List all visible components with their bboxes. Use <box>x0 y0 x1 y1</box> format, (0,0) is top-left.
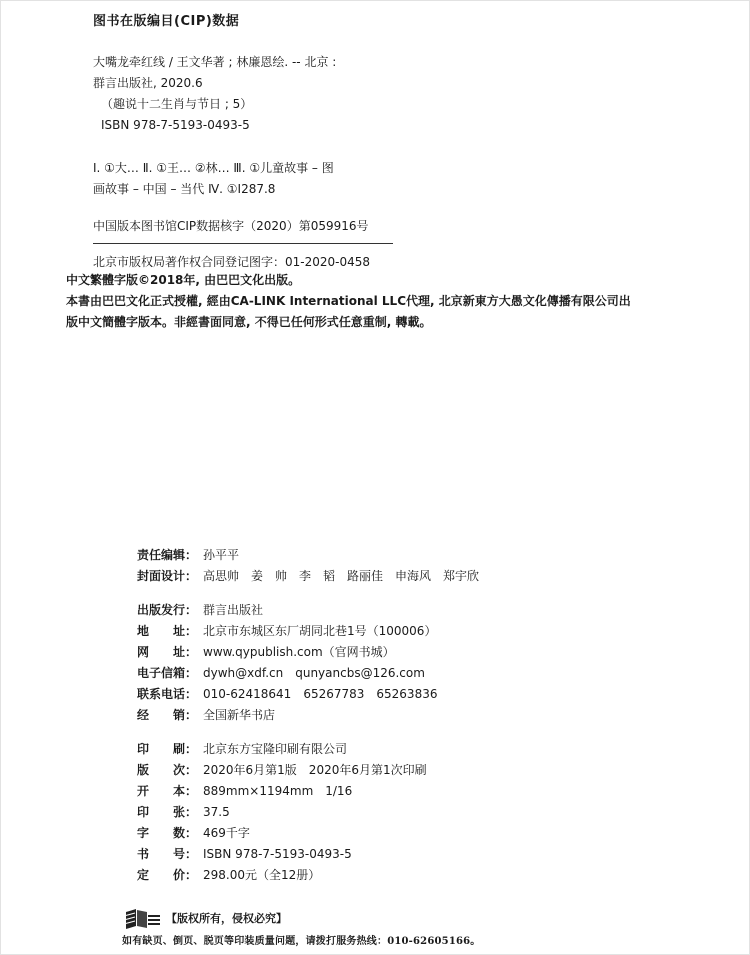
credit-value: www.qypublish.com（官网书城） <box>203 645 395 659</box>
credit-label: 封面设计： <box>137 569 198 583</box>
credit-value: 010-62418641 65267783 65263836 <box>203 687 438 701</box>
credit-row-phone <box>137 684 617 705</box>
credit-row-isbn <box>137 844 617 865</box>
credit-value: 469千字 <box>203 826 250 840</box>
credit-label: 网 址： <box>137 645 198 659</box>
credit-label: 电子信箱： <box>137 666 198 680</box>
license-line: 版中文簡體字版本。非經書面同意, 不得已任何形式任意重制, 轉載。 <box>66 315 432 329</box>
cip-class-line: 画故事 – 中国 – 当代 Ⅳ. ①I287.8 <box>93 182 276 196</box>
credit-row-email <box>137 663 617 684</box>
credit-label: 印 刷： <box>137 742 198 756</box>
cip-divider <box>93 243 393 244</box>
credit-row-cover-design <box>137 566 617 587</box>
credit-label: 责任编辑： <box>137 548 198 562</box>
license-notice <box>66 270 696 333</box>
rights-reserved-label: 【版权所有，侵权必究】 <box>166 912 287 925</box>
credit-label: 地 址： <box>137 624 198 638</box>
license-line: 中文繁體字版©2018年, 由巴巴文化出版。 <box>66 273 301 287</box>
cip-record-line: 群言出版社, 2020.6 <box>93 76 203 90</box>
credit-row-website <box>137 642 617 663</box>
credit-value: 北京东方宝隆印刷有限公司 <box>203 742 348 756</box>
credit-row-publisher <box>137 600 617 621</box>
credit-value: ISBN 978-7-5193-0493-5 <box>203 847 352 861</box>
credit-value: 2020年6月第1版 2020年6月第1次印刷 <box>203 763 427 777</box>
copyright-registration: 北京市版权局著作权合同登记图字：01-2020-0458 <box>93 255 371 269</box>
credit-label: 字 数： <box>137 826 198 840</box>
credit-value: dywh@xdf.cn qunyancbs@126.com <box>203 666 425 680</box>
cip-title: 图书在版编目(CIP)数据 <box>93 14 240 29</box>
credit-label: 版 次： <box>137 763 198 777</box>
credits-section <box>137 545 617 886</box>
cip-record <box>93 52 693 136</box>
cip-record-line: ISBN 978-7-5193-0493-5 <box>101 118 250 132</box>
credit-label: 联系电话： <box>137 687 198 701</box>
service-hotline-note: 如有缺页、倒页、脱页等印装质量问题，请拨打服务热线：010-62605166。 <box>122 936 481 947</box>
book-stack-icon <box>122 908 162 930</box>
credit-label: 书 号： <box>137 847 198 861</box>
credit-row-address <box>137 621 617 642</box>
credit-label: 出版发行： <box>137 603 198 617</box>
credit-row-format <box>137 781 617 802</box>
license-line: 本書由巴巴文化正式授權, 經由CA-LINK International LLC代理, 北京新東方大愚文化傳播有限公司出 <box>66 294 631 308</box>
cip-classification <box>93 158 693 200</box>
credit-row-price <box>137 865 617 886</box>
credit-label: 定 价： <box>137 868 198 882</box>
spacer <box>137 587 617 600</box>
credit-row-sheets <box>137 802 617 823</box>
credit-value: 孙平平 <box>203 548 240 562</box>
cip-record-line: （趣说十二生肖与节日 ; 5） <box>101 97 253 111</box>
cip-record-line: 大嘴龙牵红线 / 王文华著 ; 林廉恩绘. -- 北京 : <box>93 55 337 69</box>
credit-row-word-count <box>137 823 617 844</box>
credit-row-printer <box>137 739 617 760</box>
cip-class-line: Ⅰ. ①大… Ⅱ. ①王… ②林… Ⅲ. ①儿童故事 – 图 <box>93 161 334 175</box>
credit-value: 北京市东城区东厂胡同北巷1号（100006） <box>203 624 437 638</box>
cip-verify-number: 中国版本图书馆CIP数据核字（2020）第059916号 <box>93 219 369 233</box>
credit-row-distributor <box>137 705 617 726</box>
credit-value: 298.00元（全12册） <box>203 868 321 882</box>
credit-row-editor <box>137 545 617 566</box>
credit-value: 群言出版社 <box>203 603 264 617</box>
credit-label: 印 张： <box>137 805 198 819</box>
credit-label: 开 本： <box>137 784 198 798</box>
cip-section <box>93 10 693 273</box>
credit-value: 高思帅 姜 帅 李 韬 路丽佳 申海风 郑宇欣 <box>203 569 480 583</box>
credit-label: 经 销： <box>137 708 198 722</box>
credit-row-edition <box>137 760 617 781</box>
credit-value: 37.5 <box>203 805 230 819</box>
credit-value: 全国新华书店 <box>203 708 276 722</box>
spacer <box>137 726 617 739</box>
credit-value: 889mm×1194mm 1/16 <box>203 784 353 798</box>
